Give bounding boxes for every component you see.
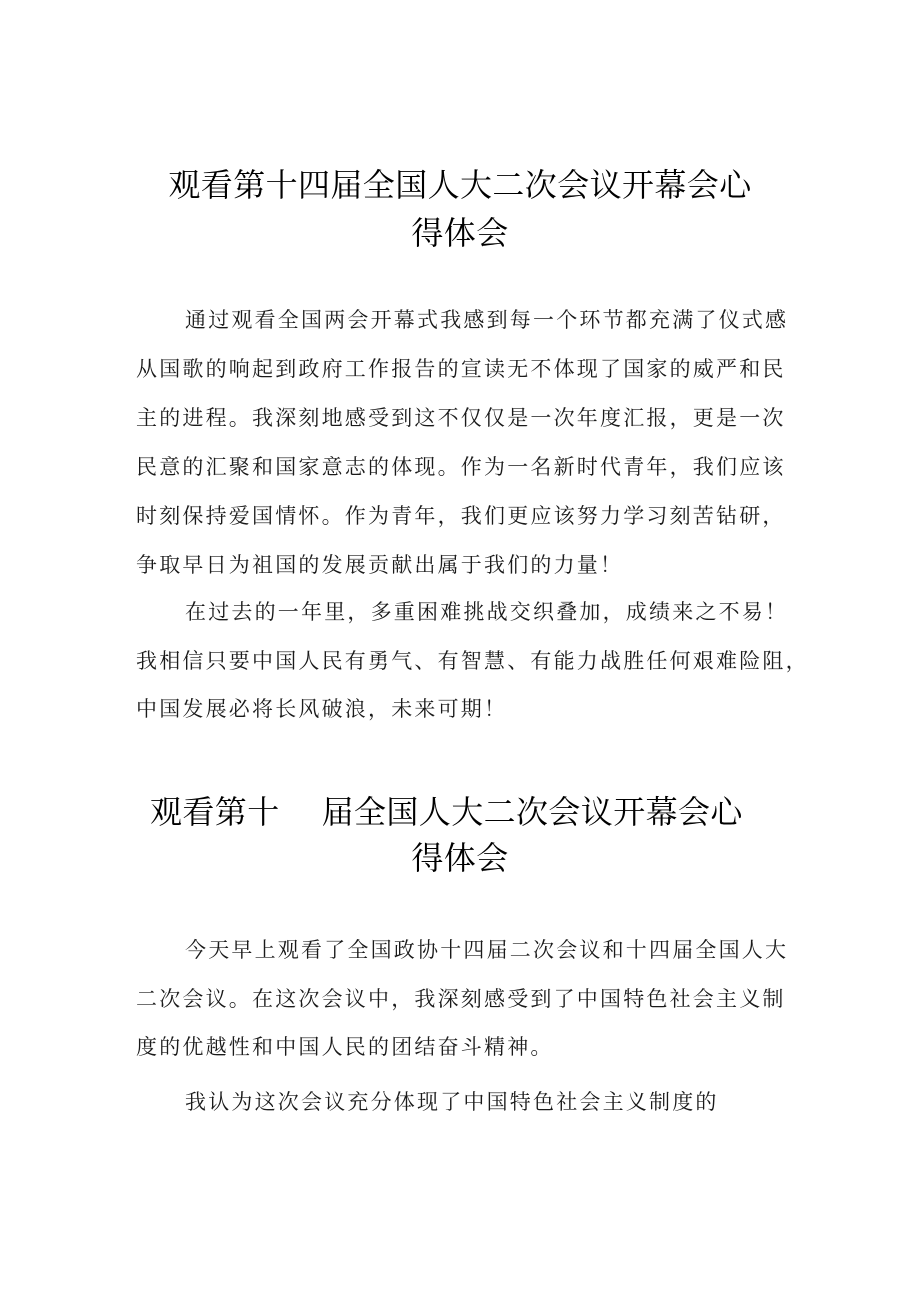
article-2-paragraph-2 — [136, 1078, 836, 1127]
paragraph-line: 我相信只要中国人民有勇气、有智慧、有能力战胜任何艰难险阻， — [136, 648, 809, 673]
paragraph-line: 主的进程。我深刻地感受到这不仅仅是一次年度汇报，更是一次 — [136, 406, 786, 430]
paragraph-line: 度的优越性和中国人民的团结奋斗精神。 — [136, 1035, 554, 1059]
article-2-title — [0, 789, 920, 881]
title-line: 观看第十四届全国人大二次会议开幕会心 — [168, 166, 752, 204]
article-2-paragraph-1 — [136, 926, 836, 1072]
paragraph-line: 在过去的一年里，多重困难挑战交织叠加，成绩来之不易！ — [185, 600, 789, 624]
paragraph-line: 从国歌的响起到政府工作报告的宣读无不体现了国家的威严和民 — [136, 357, 786, 381]
paragraph-line: 今天早上观看了全国政协十四届二次会议和十四届全国人大 — [185, 938, 789, 962]
title-line: 得体会 — [411, 839, 509, 877]
paragraph-line: 我认为这次会议充分体现了中国特色社会主义制度的 — [185, 1090, 719, 1114]
title-line-part-1: 观看第十 — [150, 793, 280, 831]
paragraph-line: 通过观看全国两会开幕式我感到每一个环节都充满了仪式感 — [185, 308, 789, 332]
article-1-title — [0, 161, 920, 257]
paragraph-line: 争取早日为祖国的发展贡献出属于我们的力量！ — [136, 553, 624, 577]
title-line: 得体会 — [411, 214, 509, 252]
paragraph-line: 二次会议。在这次会议中，我深刻感受到了中国特色社会主义制 — [136, 986, 786, 1011]
title-line — [0, 789, 920, 835]
article-1-paragraph-2 — [136, 588, 836, 734]
paragraph-line: 时刻保持爱国情怀。作为青年，我们更应该努力学习刻苦钻研， — [136, 504, 786, 528]
paragraph-line: 中国发展必将长风破浪，未来可期！ — [136, 697, 508, 721]
article-1-paragraph-1 — [136, 296, 836, 590]
paragraph-line: 民意的汇聚和国家意志的体现。作为一名新时代青年，我们应该 — [136, 455, 786, 479]
title-line-part-2: 届全国人大二次会议开幕会心 — [321, 793, 743, 831]
